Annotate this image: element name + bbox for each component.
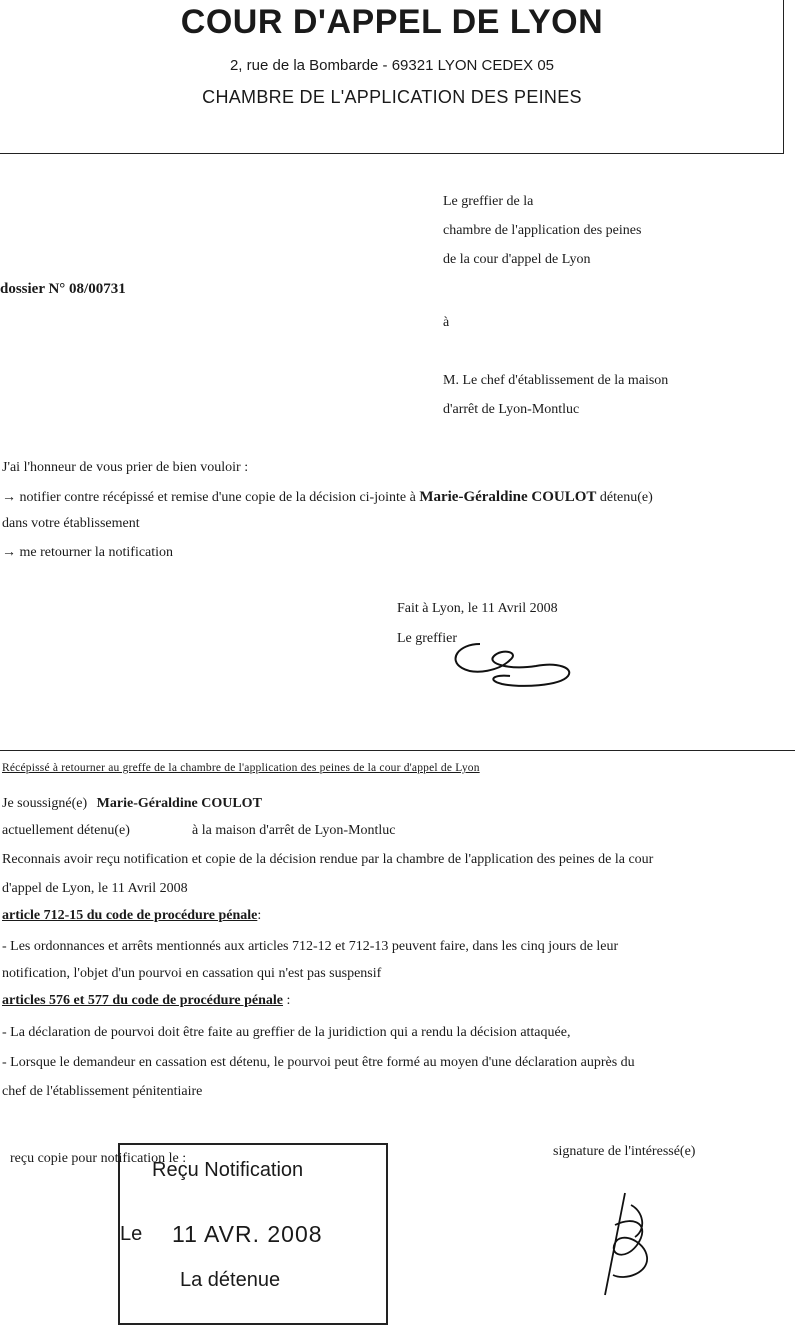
reconnais-prefix: d'appel de Lyon, xyxy=(2,881,95,896)
body-item-1 xyxy=(2,488,653,507)
body-intro: J'ai l'honneur de vous prier de bien vouloir : xyxy=(2,460,249,475)
articles-576-577-line-2: - Lorsque le demandeur en cassation est détenu, le pourvoi peut être formé au moyen d'une déclaration auprès du xyxy=(2,1055,635,1070)
receipt-title: Récépissé à retourner au greffe de la chambre de l'application des peines de la cour d'appel de Lyon xyxy=(2,762,480,774)
clerk-signature xyxy=(440,630,590,695)
signature-label: signature de l'intéressé(e) xyxy=(553,1144,696,1159)
soussigne-name: Marie-Géraldine COULOT xyxy=(96,796,262,811)
reconnais-date: le 11 Avril 2008 xyxy=(97,881,188,896)
receipt-stamp xyxy=(118,1143,388,1325)
article-712-15-line-1: - Les ordonnances et arrêts mentionnés aux articles 712-12 et 712-13 peuvent faire, dans les cinq jours de leur xyxy=(2,939,619,954)
sender-line-3: de la cour d'appel de Lyon xyxy=(443,252,591,267)
article-712-15-line-2: notification, l'objet d'un pourvoi en cassation qui n'est pas suspensif xyxy=(2,966,382,981)
to-word: à xyxy=(443,315,450,330)
clerk-role: Le greffier xyxy=(397,631,457,646)
item1-prefix: → notifier contre récépissé et remise d'une copie de la décision ci-jointe à xyxy=(2,490,416,505)
articles-576-577-line-1: - La déclaration de pourvoi doit être faite au greffier de la juridiction qui a rendu la décision attaquée, xyxy=(2,1025,571,1040)
recipient-line-2: d'arrêt de Lyon-Montluc xyxy=(443,402,580,417)
place-date: Fait à Lyon, le 11 Avril 2008 xyxy=(397,601,558,616)
article-712-15-heading: article 712-15 du code de procédure pénale xyxy=(2,908,258,923)
detenu-label: actuellement détenu(e) xyxy=(2,823,130,838)
articles-576-577-heading: articles 576 et 577 du code de procédure pénale xyxy=(2,993,284,1008)
court-name: COUR D'APPEL DE LYON xyxy=(180,3,604,41)
body-item-2: → me retourner la notification xyxy=(2,545,174,560)
detenu-place: à la maison d'arrêt de Lyon-Montluc xyxy=(192,823,396,838)
stamp-le: Le xyxy=(120,1223,143,1245)
court-address: 2, rue de la Bombarde - 69321 LYON CEDEX 05 xyxy=(229,57,555,74)
section-divider xyxy=(0,750,795,751)
reconnais-line-1: Reconnais avoir reçu notification et copie de la décision rendue par la chambre de l'application des peines de la cour xyxy=(2,852,654,867)
articles-576-577-title: articles 576 et 577 du code de procédure pénale : xyxy=(2,993,291,1008)
recu-copie-label: reçu copie pour notification le : xyxy=(10,1151,187,1166)
soussigne-label: Je soussigné(e) xyxy=(2,796,88,811)
articles-576-577-line-3: chef de l'établissement pénitentiaire xyxy=(2,1084,203,1099)
court-header xyxy=(0,0,784,154)
sender-line-2: chambre de l'application des peines xyxy=(443,223,642,238)
article-712-15-title: article 712-15 du code de procédure pénale: xyxy=(2,908,262,923)
soussigne-line xyxy=(2,795,262,813)
reconnais-line-2 xyxy=(2,880,188,898)
detainee-signature xyxy=(585,1185,665,1305)
sender-line-1: Le greffier de la xyxy=(443,194,534,209)
detainee-name: Marie-Géraldine COULOT xyxy=(419,489,597,505)
stamp-who: La détenue xyxy=(180,1269,281,1291)
body-item-1-cont: dans votre établissement xyxy=(2,516,140,531)
chamber-name: CHAMBRE DE L'APPLICATION DES PEINES xyxy=(202,87,582,107)
recipient-line-1: M. Le chef d'établissement de la maison xyxy=(443,373,669,388)
stamp-date: 11 AVR. 2008 xyxy=(172,1221,323,1247)
stamp-title: Reçu Notification xyxy=(152,1159,304,1181)
dossier-number: dossier N° 08/00731 xyxy=(0,281,126,297)
item1-suffix: détenu(e) xyxy=(599,490,653,505)
